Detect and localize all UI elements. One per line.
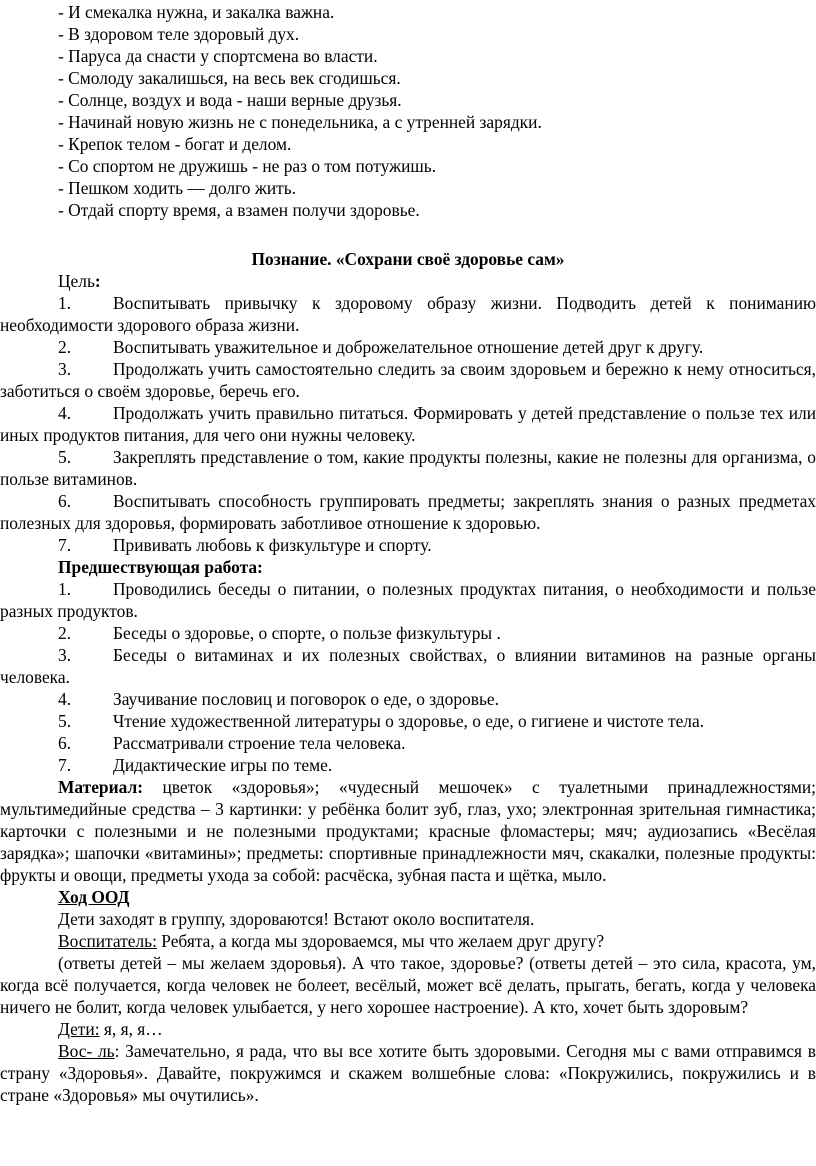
preliminary-item-number: 4. [58,689,72,709]
course-heading [0,886,816,908]
preliminary-item [0,688,816,710]
goal-item [0,292,816,336]
teacher-line-2 [0,1040,816,1106]
goal-heading [0,270,816,292]
preliminary-item [0,710,816,732]
teacher-label: Воспитатель: [58,931,157,951]
proverb-line: - Со спортом не дружишь - не раз о том потужишь. [58,156,437,176]
goal-item-text: Воспитывать уважительное и доброжелательное отношение детей друг к другу. [113,337,704,357]
proverb-line: - Паруса да снасти у спортсмена во власти. [58,46,378,66]
proverb-line: - В здоровом теле здоровый дух. [58,24,300,44]
preliminary-item-text: Рассматривали строение тела человека. [113,733,406,753]
preliminary-item [0,622,816,644]
preliminary-item-text: Проводились беседы о питании, о полезных продуктах питания, о необходимости и пользе разных продуктов. [0,579,816,621]
preliminary-heading [0,556,816,578]
preliminary-label: Предшествующая работа: [58,557,263,577]
goal-item-number: 7. [58,535,72,555]
children-line [0,1018,816,1040]
proverb-line: - Крепок телом - богат и делом. [58,134,292,154]
goal-item [0,446,816,490]
course-paragraph: Дети заходят в группу, здороваются! Встают около воспитателя. [58,909,535,929]
preliminary-item-text: Дидактические игры по теме. [113,755,333,775]
goal-item [0,534,816,556]
preliminary-item-number: 6. [58,733,72,753]
goal-item-text: Воспитывать привычку к здоровому образу жизни. Подводить детей к пониманию необходимости здорового образа жизни. [0,293,816,335]
teacher-text-2: : Замечательно, я рада, что вы все хотите быть здоровыми. Сегодня мы с вами отправимся в страну «Здоровья». Давайте, покружимся и скажем волшебные слова: «Покружились, покружились и в стране «Здоровья» мы очутились». [0,1041,816,1105]
goal-item-text: Воспитывать способность группировать предметы; закреплять знания о разных предметах полезных для здоровья, формировать заботливое отношение к здоровью. [0,491,816,533]
goal-item-number: 6. [58,491,72,511]
preliminary-item-number: 2. [58,623,72,643]
children-label: Дети: [58,1019,100,1039]
preliminary-item-text: Заучивание пословиц и поговорок о еде, о здоровье. [113,689,499,709]
goal-item-number: 4. [58,403,72,423]
proverb-line: - Начинай новую жизнь не с понедельника, а с утренней зарядки. [58,112,542,132]
preliminary-item-text: Беседы о витаминах и их полезных свойствах, о влиянии витаминов на разные органы человека. [0,645,816,687]
goal-label: Цель [58,271,95,291]
preliminary-item-number: 7. [58,755,72,775]
material-text: цветок «здоровья»; «чудесный мешочек» с туалетными принадлежностями; мультимедийные средства – 3 картинки: у ребёнка болит зуб, глаз, ухо; электронная зрительная гимнастика; карточки с полезными и не полезными продуктами; красные фломастеры; мяч; аудиозапись «Весёлая зарядка»; шапочки «витамины»; предметы: спортивные принадлежности мяч, скакалки, полезные продукты: фрукты и овощи, предметы ухода за собой: расчёска, зубная паста и щётка, мыло. [0,777,816,885]
teacher-line [0,930,816,952]
goal-colon: : [94,271,101,291]
preliminary-item [0,644,816,688]
goal-item [0,490,816,534]
children-text: я, я, я… [99,1019,163,1039]
goal-item-number: 2. [58,337,72,357]
goal-item-number: 1. [58,293,72,313]
preliminary-item [0,732,816,754]
proverb-line: - Смолоду закалишься, на весь век сгодишься. [58,68,401,88]
preliminary-item-text: Чтение художественной литературы о здоровье, о еде, о гигиене и чистоте тела. [113,711,705,731]
lesson-title: Познание. «Сохрани своё здоровье сам» [251,249,565,269]
preliminary-item-number: 5. [58,711,72,731]
material-paragraph [0,776,816,886]
material-label: Материал: [58,777,144,797]
proverb-line: - Солнце, воздух и вода - наши верные друзья. [58,90,402,110]
proverb-line: - Отдай спорту время, а взамен получи здоровье. [58,200,420,220]
lesson-body [0,270,816,1106]
goal-item-text: Продолжать учить самостоятельно следить за своим здоровьем и бережно к нему относиться, заботиться о своём здоровье, беречь его. [0,359,816,401]
goal-item-text: Продолжать учить правильно питаться. Формировать у детей представление о пользе тех или иных продуктов питания, для чего они нужны человеку. [0,403,816,445]
preliminary-item [0,754,816,776]
proverbs-list [58,1,798,221]
teacher-label-short: Вос- ль [58,1041,115,1061]
preliminary-item-number: 3. [58,645,72,665]
children-answers-paragraph: (ответы детей – мы желаем здоровья). А что такое, здоровье? (ответы детей – это сила, красота, ум, когда всё получается, когда человек не болеет, весёлый, может всё делать, прыгать, бегать, когда у человека ничего не болит, когда человек улыбается, у него хорошее настроение). А кто, хочет быть здоровым? [0,953,816,1017]
teacher-text: Ребята, а когда мы здороваемся, мы что желаем друг другу? [156,931,605,951]
preliminary-item [0,578,816,622]
goal-item-number: 5. [58,447,72,467]
goal-item [0,336,816,358]
preliminary-item-number: 1. [58,579,72,599]
proverb-line: - Пешком ходить — долго жить. [58,178,297,198]
goal-item-number: 3. [58,359,72,379]
preliminary-item-text: Беседы о здоровье, о спорте, о пользе физкультуры . [113,623,501,643]
course-heading-text: Ход ООД [58,887,130,907]
goal-item [0,358,816,402]
goal-item [0,402,816,446]
goal-item-text: Закреплять представление о том, какие продукты полезны, какие не полезны для организма, о пользе витаминов. [0,447,816,489]
goal-item-text: Прививать любовь к физкультуре и спорту. [113,535,432,555]
proverb-line: - И смекалка нужна, и закалка важна. [58,2,335,22]
